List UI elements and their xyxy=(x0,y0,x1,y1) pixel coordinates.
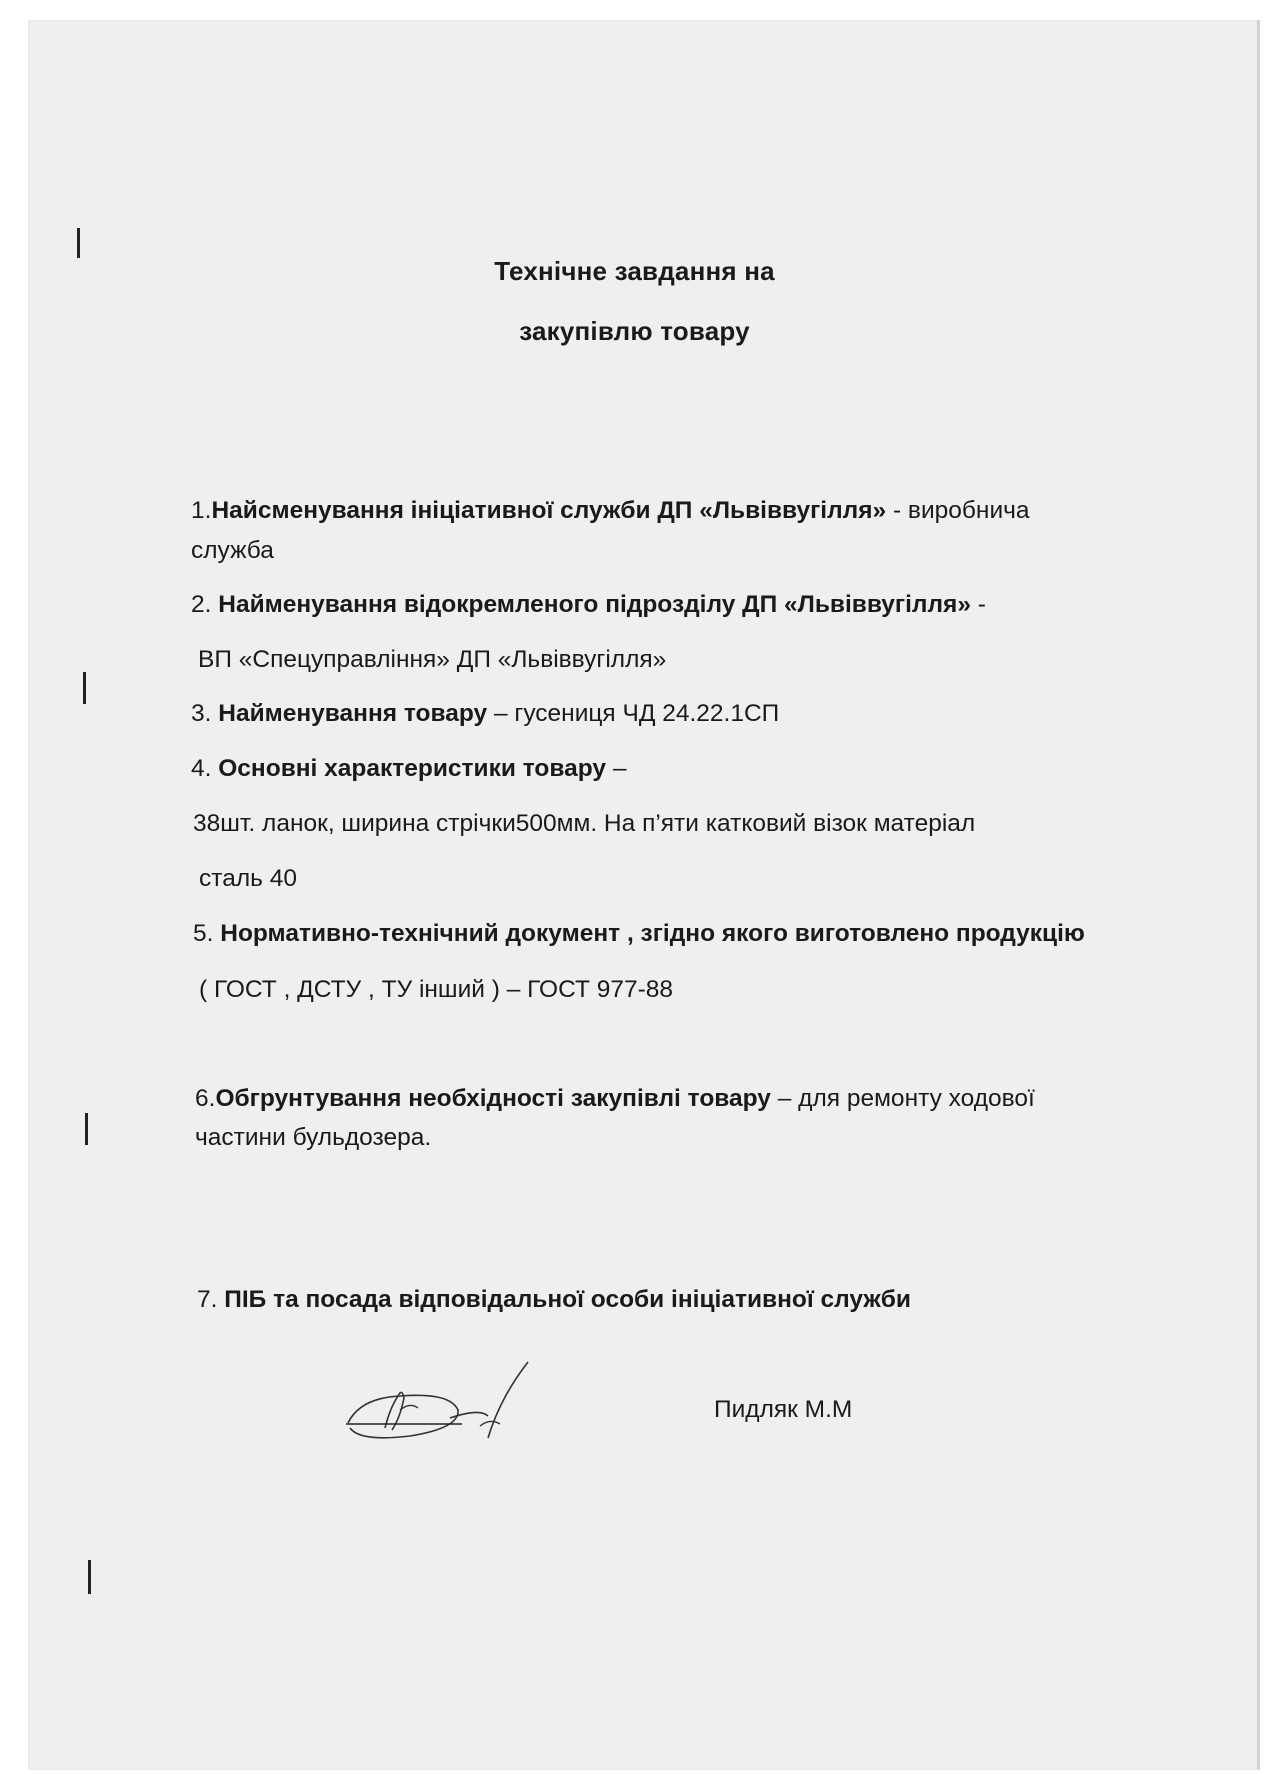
item5-heading: Нормативно-технічний документ , згідно якого виготовлено продукцію xyxy=(220,920,1085,947)
item1-line xyxy=(191,496,1030,525)
item4-line xyxy=(191,754,626,783)
item3-value: – гусениця ЧД 24.22.1СП xyxy=(487,700,780,727)
item4-continuation1: 38шт. ланок, ширина стрічки500мм. На п’яти катковий візок матеріал xyxy=(193,810,976,837)
item2-heading: Найменування відокремленого підрозділу ДП «Львіввугілля» xyxy=(218,591,971,618)
item6-continuation: частини бульдозера. xyxy=(195,1124,432,1151)
item6-line xyxy=(195,1084,1035,1113)
item3-number: 3. xyxy=(191,700,219,727)
item4-value: – xyxy=(606,755,627,782)
item1-heading: Найсменування ініціативної служби ДП «Львіввугілля» xyxy=(211,497,887,524)
punch-mark xyxy=(83,672,86,704)
item1-continuation: служба xyxy=(191,537,274,564)
signatory-name: Пидляк М.М xyxy=(714,1396,853,1423)
item5-number: 5. xyxy=(193,920,221,947)
item2-value: - xyxy=(970,591,986,618)
item6-number: 6. xyxy=(195,1085,216,1112)
document-title-line1: Технічне завдання на xyxy=(494,256,775,286)
item3-line xyxy=(191,699,779,728)
item2-line xyxy=(191,590,986,619)
item4-heading: Основні характеристики товару xyxy=(218,755,607,782)
item4-number: 4. xyxy=(191,755,219,782)
item3-heading: Найменування товару xyxy=(218,700,488,727)
item2-number: 2. xyxy=(191,591,219,618)
document-title-line2: закупівлю товару xyxy=(519,316,750,346)
item1-number: 1. xyxy=(191,497,212,524)
punch-mark xyxy=(88,1560,91,1594)
handwritten-signature xyxy=(340,1358,540,1448)
punch-mark xyxy=(77,228,80,258)
item1-value: - виробнича xyxy=(886,497,1030,524)
item6-heading: Обгрунтування необхідності закупівлі товару xyxy=(215,1085,771,1112)
item5-line xyxy=(193,919,1085,948)
item4-continuation2: сталь 40 xyxy=(199,865,297,892)
item7-number: 7. xyxy=(197,1286,225,1313)
item2-continuation: ВП «Спецуправління» ДП «Львіввугілля» xyxy=(198,646,667,673)
punch-mark xyxy=(85,1113,88,1145)
item6-value: – для ремонту ходової xyxy=(770,1085,1035,1112)
item5-continuation: ( ГОСТ , ДСТУ , ТУ інший ) – ГОСТ 977-88 xyxy=(199,976,674,1003)
item7-line xyxy=(197,1285,911,1314)
item7-heading: ПІБ та посада відповідальної особи ініціативної служби xyxy=(224,1286,911,1313)
